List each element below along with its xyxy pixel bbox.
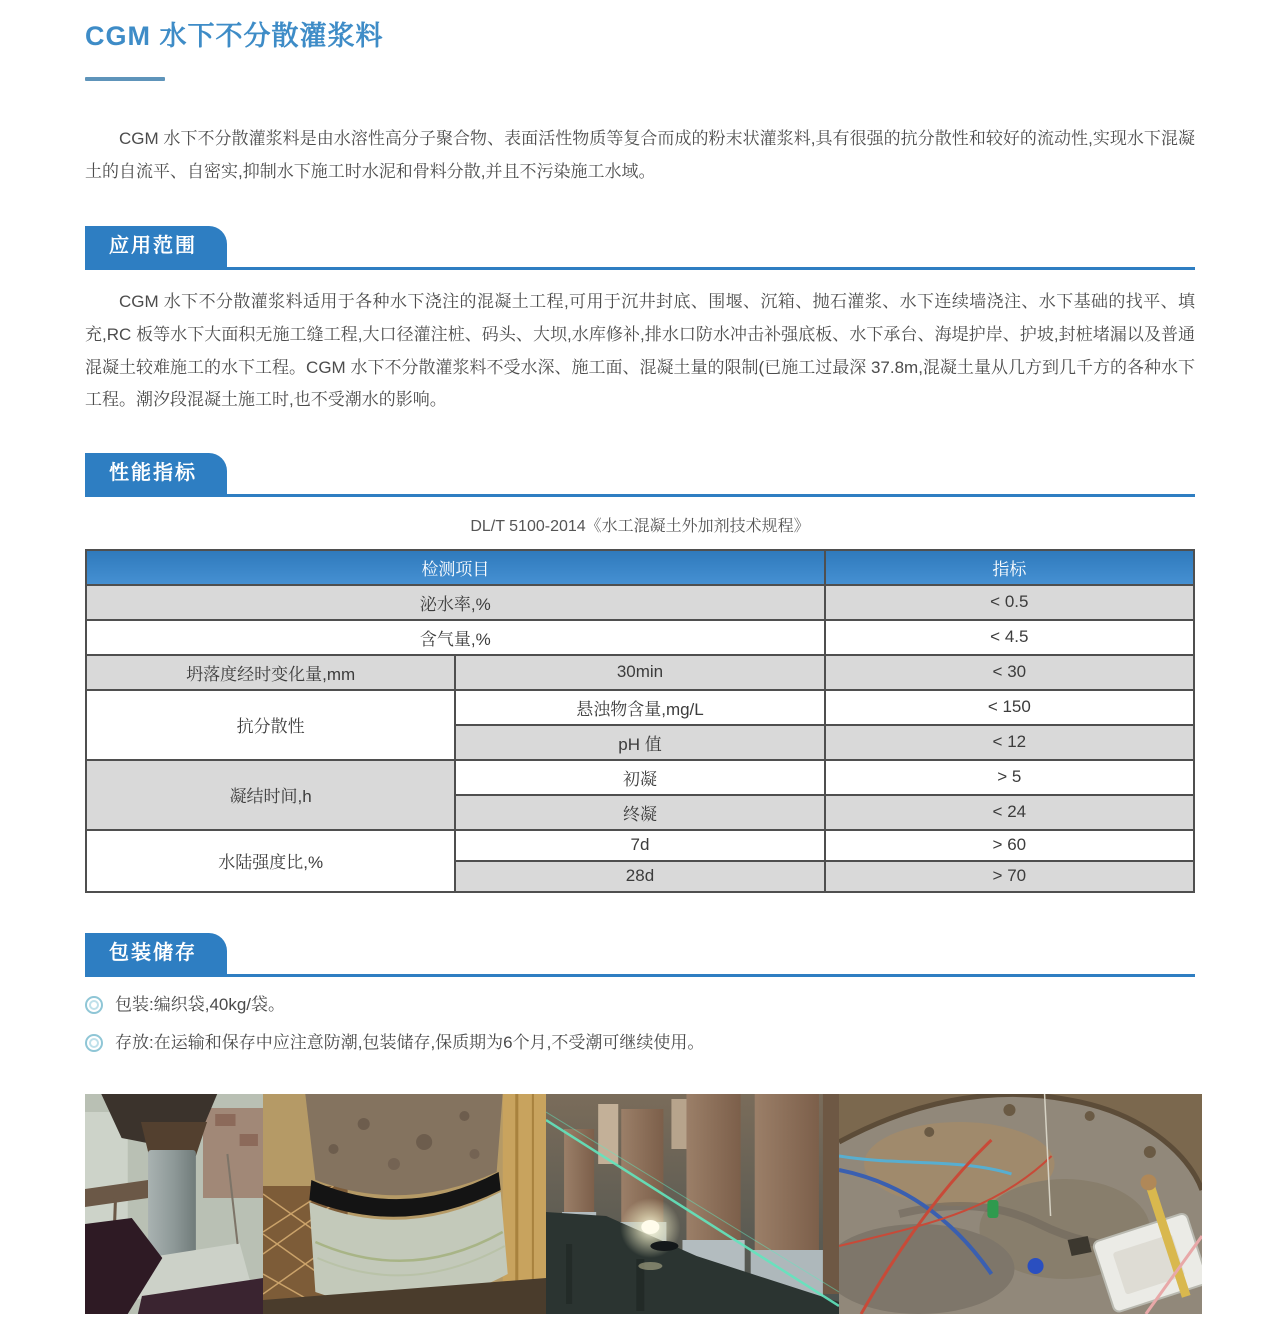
item-cell: 泌水率,% [86,585,825,620]
photo-pile-jacket-illustration [263,1094,546,1314]
table-row [86,620,1194,655]
title-underline [85,77,165,81]
sub-cell: 28d [455,861,824,892]
photo-pile-jacket [263,1094,546,1314]
value-cell: > 60 [825,830,1194,861]
packaging-bullet-list [85,991,1195,1058]
table-row [86,585,1194,620]
sub-cell: 终凝 [455,795,824,830]
application-paragraph: CGM 水下不分散灌浆料适用于各种水下浇注的混凝土工程,可用于沉井封底、围堰、沉箱、抛石灌浆、水下连续墙浇注、水下基础的找平、填充,RC 板等水下大面积无施工缝工程,大口径灌注桩、码头、大坝,水库修补,排水口防水冲击补强底板、水下承台、海堤护岸、护坡,封桩堵漏以及普通混凝土较难施工的水下工程。CGM 水下不分散灌浆料不受水深、施工面、混凝土量的限制(已施工过最深 37.8m,混凝土量从几方到几千方的各种水下工程。潮汐段混凝土施工时,也不受潮水的影响。 [85,292,1195,410]
value-cell: < 0.5 [825,585,1194,620]
item-cell: 含气量,% [86,620,825,655]
table-header-row [86,550,1194,585]
photo-pier-column-illustration [85,1094,263,1314]
application-section-badge: 应用范围 [85,226,227,267]
photo-night-piers [546,1094,839,1314]
bullet-item [85,1029,1195,1058]
photo-pier-column [85,1094,263,1314]
table-row [86,690,1194,725]
photo-night-piers-illustration [546,1094,839,1314]
value-cell: < 30 [825,655,1194,690]
section-header-packaging [85,933,1195,977]
value-cell: < 4.5 [825,620,1194,655]
item-cell: 抗分散性 [86,690,455,760]
value-cell: < 12 [825,725,1194,760]
value-cell: > 70 [825,861,1194,892]
standard-caption: DL/T 5100-2014《水工混凝土外加剂技术规程》 [470,517,810,535]
section-header-performance [85,453,1195,497]
bullet-text: 包装:编织袋,40kg/袋。 [115,994,286,1014]
item-cell: 水陆强度比,% [86,830,455,892]
ring-bullet-icon [85,996,103,1014]
intro-paragraph: CGM 水下不分散灌浆料是由水溶性高分子聚合物、表面活性物质等复合而成的粉末状灌浆料,具有很强的抗分散性和较好的流动性,实现水下混凝土的自流平、自密实,抑制水下施工时水泥和骨料分散,并且不污染施工水域。 [85,129,1195,181]
value-cell: < 24 [825,795,1194,830]
bullet-text: 存放:在运输和保存中应注意防潮,包装储存,保质期为6个月,不受潮可继续使用。 [115,1032,705,1052]
ring-bullet-icon [85,1034,103,1052]
sub-cell: 7d [455,830,824,861]
photo-caisson-mud [839,1094,1202,1314]
site-photo-strip [85,1094,1202,1314]
bullet-item [85,991,1195,1020]
page-title: CGM 水下不分散灌浆料 [85,21,384,51]
item-cell: 坍落度经时变化量,mm [86,655,455,690]
performance-section-badge: 性能指标 [85,453,227,494]
photo-caisson-mud-illustration [839,1094,1202,1314]
section-header-application [85,226,1195,270]
column-header-item: 检测项目 [86,550,825,585]
table-row [86,655,1194,690]
sub-cell: 初凝 [455,760,824,795]
performance-table [85,549,1195,893]
sub-cell: pH 值 [455,725,824,760]
sub-cell: 30min [455,655,824,690]
item-cell: 凝结时间,h [86,760,455,830]
column-header-index: 指标 [825,550,1194,585]
value-cell: > 5 [825,760,1194,795]
packaging-section-badge: 包装储存 [85,933,227,974]
sub-cell: 悬浊物含量,mg/L [455,690,824,725]
value-cell: < 150 [825,690,1194,725]
table-row [86,830,1194,861]
table-row [86,760,1194,795]
